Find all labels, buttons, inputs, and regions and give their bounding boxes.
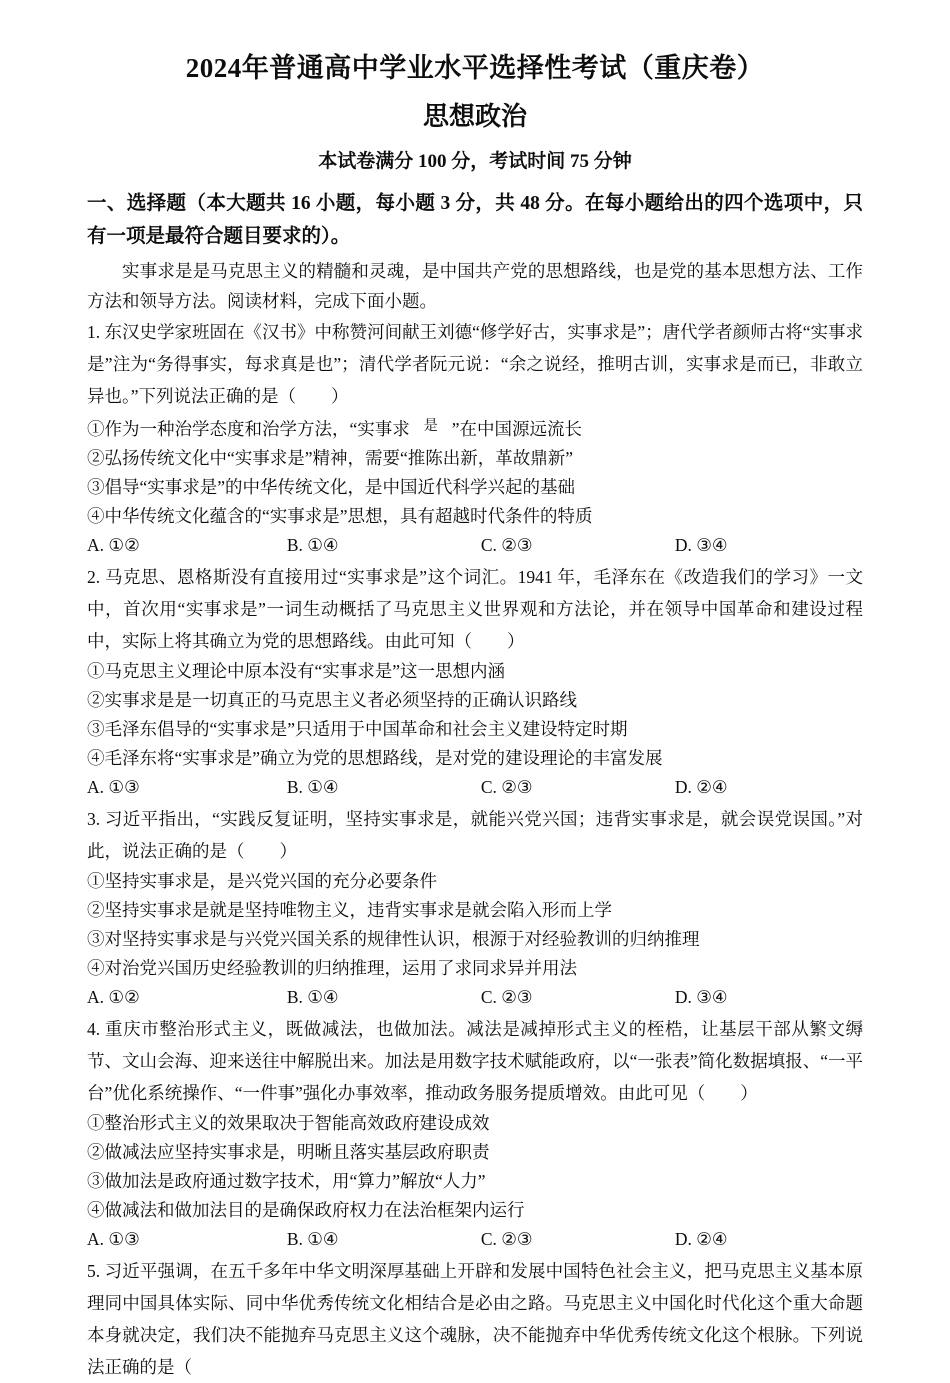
question-4-item-3: ③做加法是政府通过数字技术，用“算力”解放“人力” [87,1171,486,1191]
question-3-item-1: ①坚持实事求是，是兴党兴国的充分必要条件 [87,871,437,891]
question-1-choice-d: D. ③④ [674,535,728,555]
question-3-choice-a: A. ①② [87,987,140,1007]
question-2-item-2: ②实事求是是一切真正的马克思主义者必须坚持的正确认识路线 [87,690,577,710]
question-1-item-1 [87,412,863,444]
question-3-choices [87,983,863,1012]
question-2-choice-c: C. ②③ [480,777,533,797]
exam-page [87,0,863,1383]
question-1-item-4: ④中华传统文化蕴含的“实事求是”思想，具有超越时代条件的特质 [87,506,593,526]
question-1 [87,316,863,560]
question-2-item-4: ④毛泽东将“实事求是”确立为党的思想路线，是对党的建设理论的丰富发展 [87,748,663,768]
question-2-stem: 2. 马克思、恩格斯没有直接用过“实事求是”这个词汇。1941 年，毛泽东在《改造我们的学习》一文中，首次用“实事求是”一词生动概括了马克思主义世界观和方法论，并在领导中国革命和建设过程中，实际上将其确立为党的思想路线。由此可知（ ） [87,567,863,651]
question-2-choice-a: A. ①③ [87,777,140,797]
question-3-choice-d: D. ③④ [674,987,728,1007]
question-1-choice-a: A. ①② [87,535,140,555]
question-3 [87,803,863,1012]
question-4-item-4: ④做减法和做加法目的是确保政府权力在法治框架内运行 [87,1200,525,1220]
question-3-item-3: ③对坚持实事求是与兴党兴国关系的规律性认识，根源于对经验教训的归纳推理 [87,929,700,949]
item-text-pre: ①作为一种治学态度和治学方法，“实事求 [87,419,410,439]
item-text-post: ”在中国源远流长 [451,419,583,439]
question-1-choices [87,531,863,560]
question-3-item-2: ②坚持实事求是就是坚持唯物主义，违背实事求是就会陷入形而上学 [87,900,612,920]
question-4-stem: 4. 重庆市整治形式主义，既做减法，也做加法。减法是减掉形式主义的桎梏，让基层干部从繁文缛节、文山会海、迎来送往中解脱出来。加法是用数字技术赋能政府，以“一张表”简化数据填报、“一平台”优化系统操作、“一件事”强化办事效率，推动政务服务提质增效。由此可见（ ） [87,1019,863,1103]
question-1-item-3: ③倡导“实事求是”的中华传统文化，是中国近代科学兴起的基础 [87,477,576,497]
question-5-stem: 5. 习近平强调，在五千多年中华文明深厚基础上开辟和发展中国特色社会主义，把马克思主义基本原理同中国具体实际、同中华优秀传统文化相结合是必由之路。马克思主义中国化时代化这个重大命题本身就决定，我们决不能抛弃马克思主义这个魂脉，决不能抛弃中华优秀传统文化这个根脉。下列说法正确的是（ [87,1261,863,1377]
question-1-stem: 1. 东汉史学家班固在《汉书》中称赞河间献王刘德“修学好古，实事求是”；唐代学者颜师古将“实事求是”注为“务得事实，每求真是也”；清代学者阮元说：“余之说经，推明古训，实事求是而已，非敢立异也。”下列说法正确的是（ ） [87,322,863,406]
question-1-choice-b: B. ①④ [286,535,339,555]
question-2-choices [87,773,863,802]
question-4-item-1: ①整治形式主义的效果取决于智能高效政府建设成效 [87,1113,490,1133]
question-4-choice-b: B. ①④ [286,1229,339,1249]
question-4-item-2: ②做减法应坚持实事求是，明晰且落实基层政府职责 [87,1142,490,1162]
question-3-choice-b: B. ①④ [286,987,339,1007]
question-4-choice-a: A. ①③ [87,1229,140,1249]
question-2 [87,561,863,802]
question-2-item-3: ③毛泽东倡导的“实事求是”只适用于中国革命和社会主义建设特定时期 [87,719,628,739]
question-4-choices [87,1225,863,1254]
question-4-choice-c: C. ②③ [480,1229,533,1249]
question-1-item-2: ②弘扬传统文化中“实事求是”精神，需要“推陈出新，革故鼎新” [87,448,574,468]
question-2-item-1: ①马克思主义理论中原本没有“实事求是”这一思想内涵 [87,661,506,681]
raised-shi-character: 是 [423,419,438,434]
question-4 [87,1013,863,1254]
question-5 [87,1255,863,1383]
page-title: 2024年普通高中学业水平选择性考试（重庆卷） [185,53,765,83]
subject-title: 思想政治 [422,102,527,131]
question-4-choice-d: D. ②④ [674,1229,728,1249]
question-3-choice-c: C. ②③ [480,987,533,1007]
question-3-item-4: ④对治党兴国历史经验教训的归纳推理，运用了求同求异并用法 [87,958,577,978]
question-3-stem: 3. 习近平指出，“实践反复证明，坚持实事求是，就能兴党兴国；违背实事求是，就会误党误国。”对此，说法正确的是（ ） [87,809,863,861]
question-1-choice-c: C. ②③ [480,535,533,555]
question-2-choice-b: B. ①④ [286,777,339,797]
intro-paragraph: 实事求是是马克思主义的精髓和灵魂，是中国共产党的思想路线，也是党的基本思想方法、工作方法和领导方法。阅读材料，完成下面小题。 [87,261,863,311]
section-heading: 一、选择题（本大题共 16 小题，每小题 3 分，共 48 分。在每小题给出的四个选项中，只有一项是最符合题目要求的）。 [87,193,863,247]
question-2-choice-d: D. ②④ [674,777,728,797]
exam-info: 本试卷满分 100 分，考试时间 75 分钟 [318,151,632,172]
